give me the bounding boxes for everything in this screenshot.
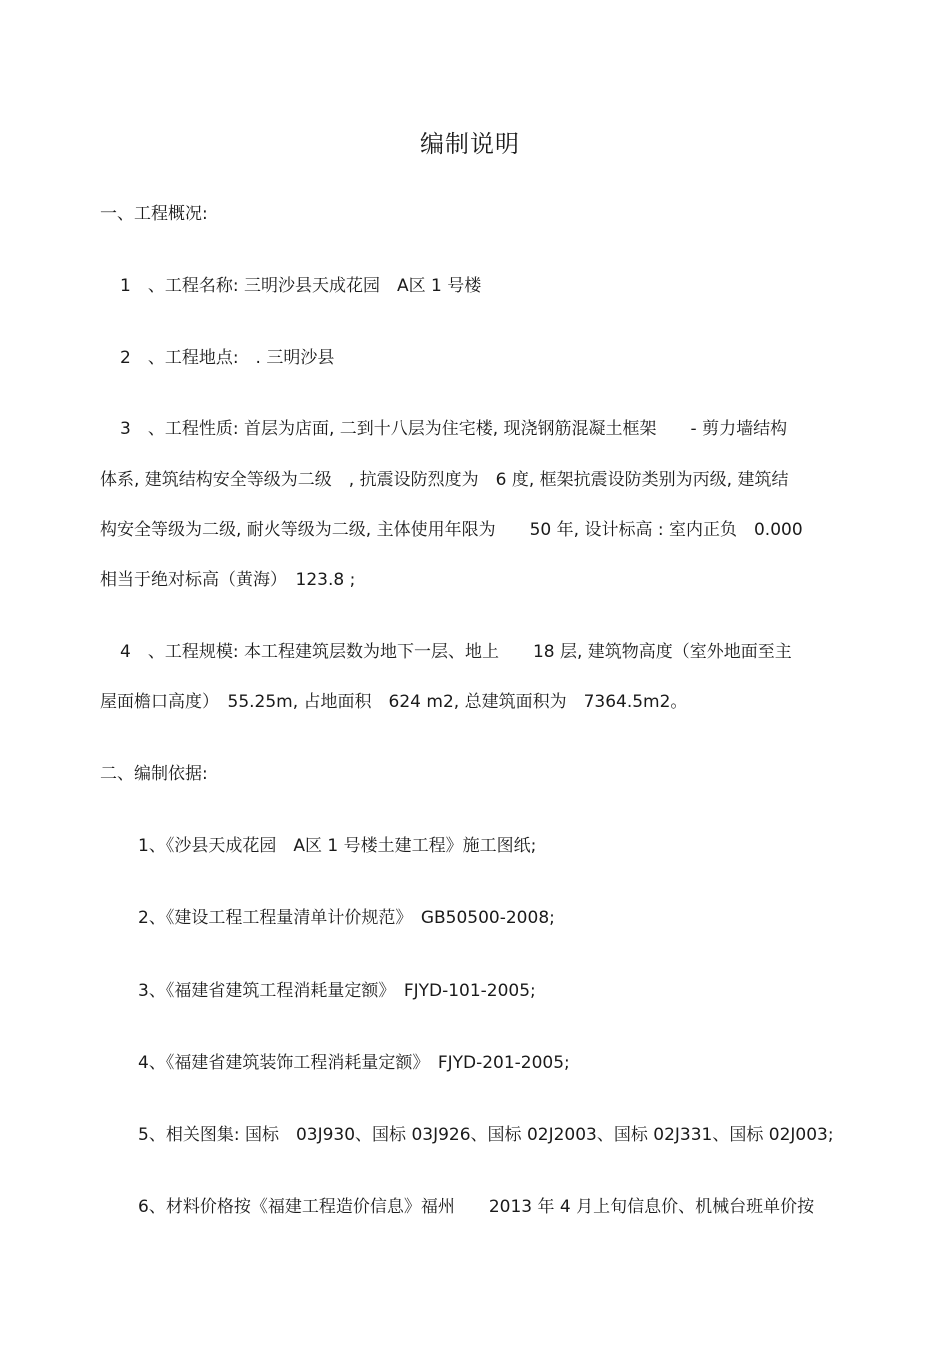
reference-item-5: 5、相关图集: 国标 03J930、国标 03J926、国标 02J2003、国标 02J331、国标 02J003; [138,1125,834,1145]
paragraph-project-scale-line2: 屋面檐口高度） 55.25m, 占地面积 624 m2, 总建筑面积为 7364.5m2。 [100,692,688,712]
reference-item-3: 3、《福建省建筑工程消耗量定额》 FJYD-101-2005; [138,981,536,1001]
paragraph-project-nature-line3: 构安全等级为二级, 耐火等级为二级, 主体使用年限为 50 年, 设计标高 : 室内正负 0.000 [100,520,803,540]
paragraph-project-scale: 4 、工程规模: 本工程建筑层数为地下一层、地上 18 层, 建筑物高度（室外地面至主 [120,642,792,662]
reference-item-2: 2、《建设工程工程量清单计价规范》 GB50500-2008; [138,908,555,928]
section-heading-overview: 一、工程概况: [100,204,208,224]
paragraph-project-nature: 3 、工程性质: 首层为店面, 二到十八层为住宅楼, 现浇钢筋混凝土框架 - 剪力墙结构 [120,419,788,439]
paragraph-project-nature-line2: 体系, 建筑结构安全等级为二级 , 抗震设防烈度为 6 度, 框架抗震设防类别为丙级, 建筑结 [100,470,789,490]
section-heading-basis: 二、编制依据: [100,764,208,784]
paragraph-project-location: 2 、工程地点: . 三明沙县 [120,348,335,368]
reference-item-6: 6、材料价格按《福建工程造价信息》福州 2013 年 4 月上旬信息价、机械台班单价按 [138,1197,815,1217]
paragraph-project-nature-line4: 相当于绝对标高（黄海） 123.8 ; [100,570,356,590]
reference-item-1: 1、《沙县天成花园 A区 1 号楼土建工程》施工图纸; [138,836,537,856]
document-title: 编制说明 [420,130,520,158]
reference-item-4: 4、《福建省建筑装饰工程消耗量定额》 FJYD-201-2005; [138,1053,570,1073]
paragraph-project-name: 1 、工程名称: 三明沙县天成花园 A区 1 号楼 [120,276,482,296]
